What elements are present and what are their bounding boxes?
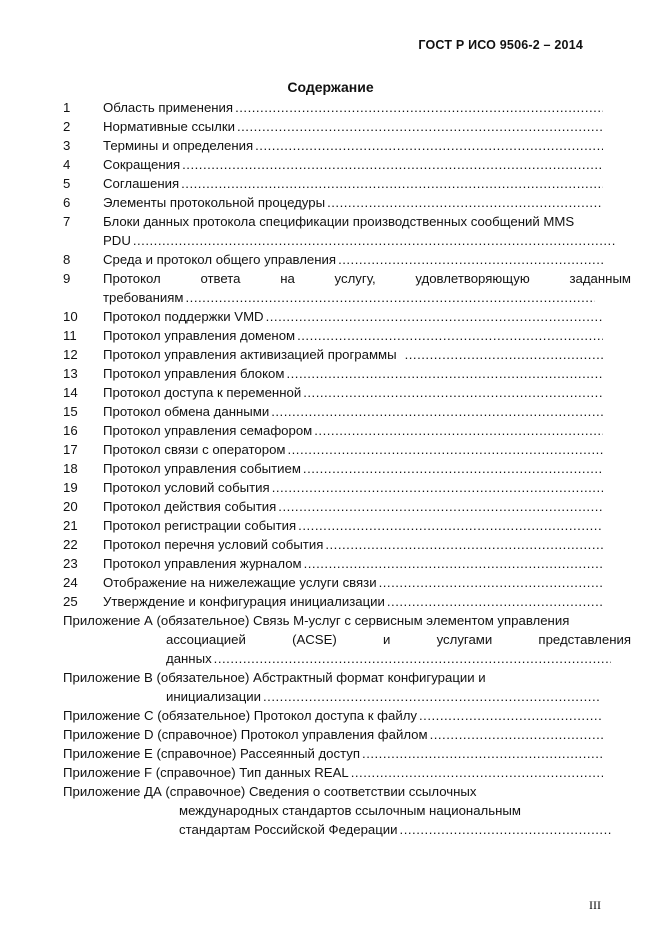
toc-text: Протокол управления активизацией программы	[103, 347, 397, 362]
leader-dots	[314, 421, 603, 440]
appendix-continuation	[63, 820, 631, 839]
toc-number: 12	[63, 347, 78, 362]
appendix-item	[63, 706, 631, 725]
toc-item	[63, 459, 631, 478]
toc-number: 24	[63, 575, 78, 590]
leader-dots	[379, 573, 603, 592]
appendix-text: инициализации	[166, 689, 261, 704]
toc-text: Среда и протокол общего управления	[103, 252, 337, 267]
appendix-text: Приложение ДА (справочное) Сведения о соответствии ссылочных	[63, 784, 477, 799]
toc-item	[63, 136, 631, 155]
leader-dots	[303, 459, 603, 478]
toc-number: 8	[63, 252, 71, 267]
toc-text: Термины и определения	[103, 138, 254, 153]
toc-item	[63, 117, 631, 136]
toc-item	[63, 421, 631, 440]
toc-number: 3	[63, 138, 71, 153]
toc-number: 25	[63, 594, 78, 609]
toc-item	[63, 250, 631, 269]
leader-dots	[255, 136, 603, 155]
toc-text: Протокол связи с оператором	[103, 442, 286, 457]
toc-text: Сокращения	[103, 157, 181, 172]
toc-number: 10	[63, 309, 78, 324]
appendix-text: стандартам Российской Федерации	[179, 822, 398, 837]
appendix-continuation	[63, 649, 631, 668]
toc-number: 13	[63, 366, 78, 381]
toc-item-continuation	[63, 288, 631, 307]
toc-number: 22	[63, 537, 78, 552]
toc-text: Элементы протокольной процедуры	[103, 195, 326, 210]
leader-dots	[298, 516, 603, 535]
appendix-continuation	[63, 630, 631, 649]
toc-number: 23	[63, 556, 78, 571]
leader-dots	[286, 364, 603, 383]
toc-text: Протокол управления журналом	[103, 556, 302, 571]
toc-item	[63, 592, 631, 611]
document-header: ГОСТ Р ИСО 9506-2 – 2014	[418, 38, 583, 52]
leader-dots	[133, 231, 615, 250]
leader-dots	[263, 687, 601, 706]
toc-number: 6	[63, 195, 71, 210]
leader-dots	[351, 763, 603, 782]
toc-text: Утверждение и конфигурация инициализации	[103, 594, 385, 609]
toc-text: Протокол доступа к переменной	[103, 385, 302, 400]
toc-number: 14	[63, 385, 78, 400]
page-number: III	[589, 898, 601, 912]
leader-dots	[387, 592, 603, 611]
leader-dots	[325, 535, 603, 554]
toc-text: Протокол поддержки VMD	[103, 309, 264, 324]
toc-item	[63, 554, 631, 573]
leader-dots	[181, 174, 603, 193]
leader-dots	[303, 383, 603, 402]
leader-dots	[278, 497, 603, 516]
appendix-text: Приложение Е (справочное) Рассеянный доступ	[63, 746, 361, 761]
appendix-text: данных	[166, 651, 212, 666]
toc-item	[63, 497, 631, 516]
toc-item	[63, 516, 631, 535]
appendix-continuation	[63, 801, 631, 820]
toc-number: 1	[63, 100, 71, 115]
toc-text: Протокол управления доменом	[103, 328, 296, 343]
toc-text: Протокол управления семафором	[103, 423, 313, 438]
appendix-text: Приложение С (обязательное) Протокол доступа к файлу	[63, 708, 418, 723]
toc-number: 7	[63, 214, 71, 229]
toc-text: Область применения	[103, 100, 234, 115]
toc-number: 5	[63, 176, 71, 191]
toc-item	[63, 535, 631, 554]
toc-text: Соглашения	[103, 176, 180, 191]
leader-dots	[272, 478, 603, 497]
toc-text: Протокол управления событием	[103, 461, 301, 476]
leader-dots	[338, 250, 603, 269]
table-of-contents	[63, 98, 631, 839]
toc-item	[63, 269, 631, 288]
leader-dots	[304, 554, 603, 573]
toc-text: Протокол ответа на услугу, удовлетворяющую заданным	[103, 271, 631, 286]
toc-item	[63, 478, 631, 497]
toc-number: 21	[63, 518, 78, 533]
toc-item	[63, 326, 631, 345]
appendix-item	[63, 668, 631, 687]
leader-dots	[237, 117, 603, 136]
toc-text: Протокол действия события	[103, 499, 277, 514]
leader-dots	[362, 744, 603, 763]
leader-dots	[186, 288, 596, 307]
toc-number: 20	[63, 499, 78, 514]
appendix-text: Приложение D (справочное) Протокол управления файлом	[63, 727, 428, 742]
toc-number: 16	[63, 423, 78, 438]
leader-dots	[214, 649, 611, 668]
leader-dots	[400, 820, 611, 839]
toc-item	[63, 155, 631, 174]
toc-item	[63, 193, 631, 212]
appendix-item	[63, 763, 631, 782]
leader-dots	[405, 345, 603, 364]
leader-dots	[266, 307, 603, 326]
appendix-item	[63, 744, 631, 763]
appendix-item	[63, 611, 631, 630]
appendix-continuation	[63, 687, 631, 706]
leader-dots	[182, 155, 603, 174]
toc-number: 2	[63, 119, 71, 134]
toc-text: Блоки данных протокола спецификации производственных сообщений MMS	[103, 214, 575, 229]
toc-text: Протокол обмена данными	[103, 404, 270, 419]
leader-dots	[235, 98, 603, 117]
appendix-text: Приложение F (справочное) Тип данных REAL	[63, 765, 349, 780]
leader-dots	[287, 440, 603, 459]
leader-dots	[271, 402, 603, 421]
toc-number: 18	[63, 461, 78, 476]
toc-text: PDU	[103, 233, 131, 248]
toc-item-continuation	[63, 231, 631, 250]
leader-dots	[327, 193, 603, 212]
toc-number: 17	[63, 442, 78, 457]
leader-dots	[430, 725, 603, 744]
toc-text: Отображение на нижележащие услуги связи	[103, 575, 377, 590]
appendix-text: Приложение А (обязательное) Связь M-услуг с сервисным элементом управления	[63, 613, 570, 628]
toc-item	[63, 345, 631, 364]
toc-item	[63, 364, 631, 383]
leader-dots	[419, 706, 603, 725]
toc-number: 15	[63, 404, 78, 419]
toc-item	[63, 383, 631, 402]
toc-item	[63, 174, 631, 193]
toc-text: Протокол перечня условий события	[103, 537, 324, 552]
appendix-text: международных стандартов ссылочным национальным	[179, 803, 521, 818]
toc-text: Протокол управления блоком	[103, 366, 285, 381]
page-title: Содержание	[287, 79, 374, 95]
toc-text: Протокол условий события	[103, 480, 270, 495]
toc-item	[63, 307, 631, 326]
appendix-text: ассоциацией (ACSE) и услугами представления	[166, 632, 631, 647]
toc-text: Нормативные ссылки	[103, 119, 235, 134]
toc-item	[63, 402, 631, 421]
appendix-text: Приложение В (обязательное) Абстрактный формат конфигурации и	[63, 670, 486, 685]
toc-number: 9	[63, 271, 71, 286]
leader-dots	[297, 326, 603, 345]
toc-number: 4	[63, 157, 71, 172]
toc-item	[63, 440, 631, 459]
toc-item	[63, 98, 631, 117]
toc-item	[63, 573, 631, 592]
appendix-item	[63, 782, 631, 801]
toc-text: Протокол регистрации события	[103, 518, 297, 533]
appendix-item	[63, 725, 631, 744]
toc-item	[63, 212, 631, 231]
toc-number: 19	[63, 480, 78, 495]
toc-number: 11	[63, 328, 77, 343]
toc-text: требованиям	[103, 290, 184, 305]
